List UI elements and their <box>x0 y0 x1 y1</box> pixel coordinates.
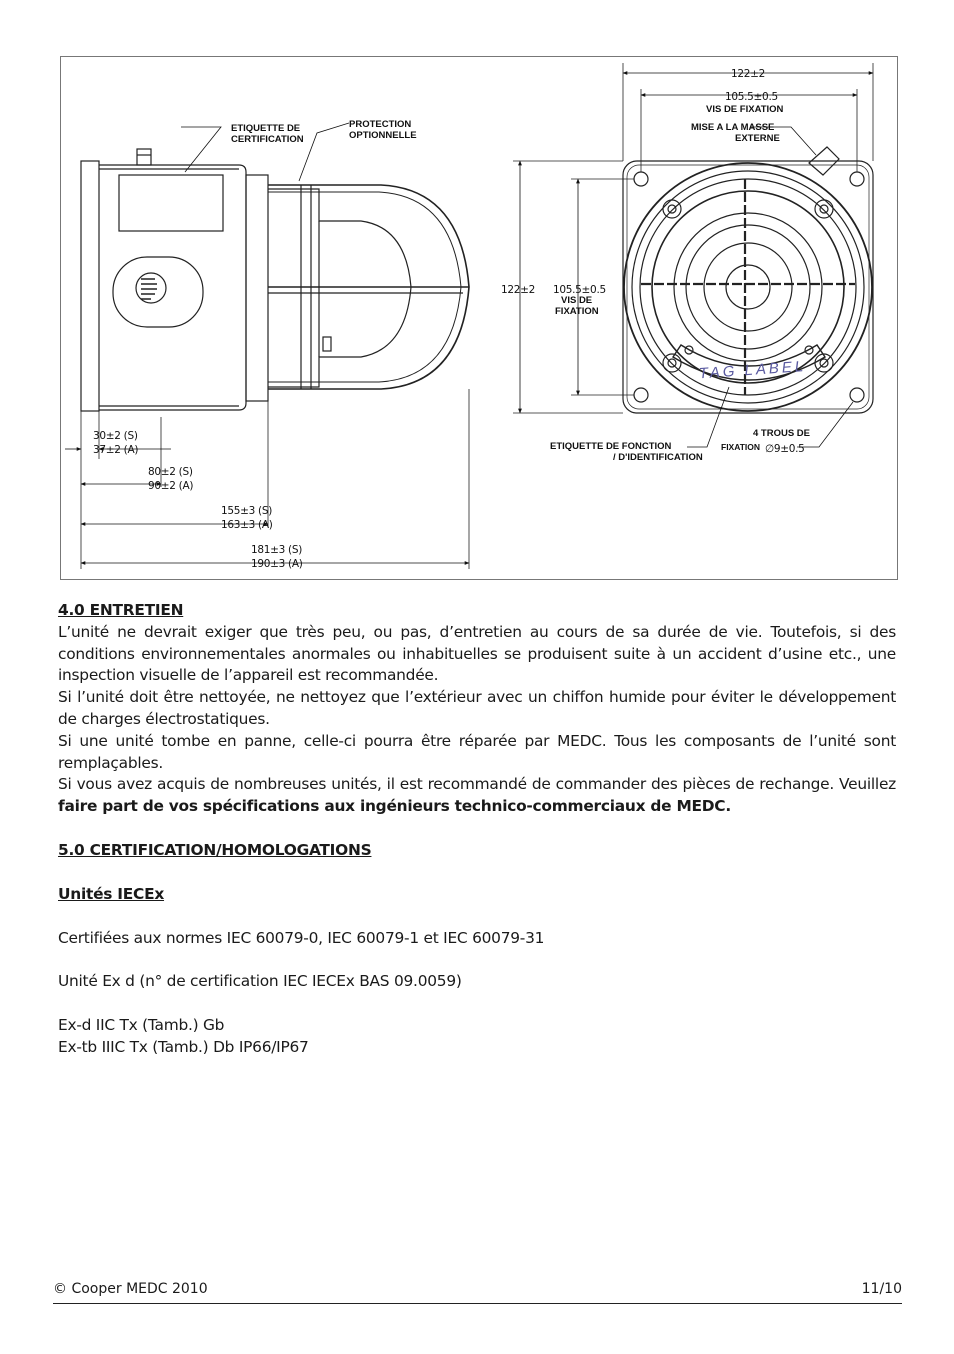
dim-37: 37±2 (A) <box>93 444 139 456</box>
label-vis-fixation-left-2: FIXATION <box>555 306 599 317</box>
label-masse-1: MISE A LA MASSE <box>691 122 775 133</box>
iecex-line-extb: Ex-tb IIIC Tx (Tamb.) Db IP66/IP67 <box>58 1037 309 1056</box>
side-view <box>81 149 469 569</box>
dim-163: 163±3 (A) <box>221 519 273 531</box>
section-4-heading: 4.0 ENTRETIEN <box>58 601 184 619</box>
label-trous-1: 4 TROUS DE <box>753 428 811 439</box>
page-footer <box>53 1279 902 1304</box>
label-protection-1: PROTECTION <box>349 119 412 130</box>
iecex-line-exd: Ex-d IIC Tx (Tamb.) Gb <box>58 1016 225 1034</box>
label-etiquette-certification-2: CERTIFICATION <box>231 134 304 145</box>
section-5-standards <box>58 928 896 950</box>
dim-190: 190±3 (A) <box>251 558 303 570</box>
section-5-markings <box>58 1015 896 1059</box>
technical-drawing <box>60 56 898 580</box>
section-5-cert-number <box>58 971 896 993</box>
label-protection-2: OPTIONNELLE <box>349 130 417 141</box>
front-view <box>513 63 873 413</box>
section-4-p4-text: Si vous avez acquis de nombreuses unités, il est recommandé de commander des pièces de rechange. Veuillez <box>58 775 896 794</box>
label-masse-2: EXTERNE <box>735 133 780 144</box>
label-etiquette-certification-1: ETIQUETTE DE <box>231 123 301 134</box>
dim-155: 155±3 (S) <box>221 505 273 517</box>
footer-copyright: © Cooper MEDC 2010 <box>53 1281 208 1297</box>
dim-width-105: 105.5±0.5 <box>725 91 778 103</box>
dim-height-105: 105.5±0.5 <box>553 284 606 296</box>
label-etiquette-fonction-1: ETIQUETTE DE FONCTION <box>550 441 672 452</box>
section-certification <box>58 840 896 862</box>
dim-181: 181±3 (S) <box>251 544 303 556</box>
tag-label-plate-text: TAG LABEL <box>698 357 807 383</box>
label-vis-fixation-left-1: VIS DE <box>561 295 593 306</box>
section-entretien <box>58 600 896 818</box>
label-trous-2a: FIXATION <box>721 442 761 452</box>
section-4-p4-bold: faire part de vos spécifications aux ingénieurs technico-commerciaux de MEDC. <box>58 797 731 816</box>
section-iecex <box>58 884 896 906</box>
dim-90: 90±2 (A) <box>148 480 194 492</box>
section-4-paragraph-4 <box>58 774 896 818</box>
section-4-paragraph-3: Si une unité tombe en panne, celle-ci pourra être réparée par MEDC. Tous les composants de l’unité sont remplaçables. <box>58 731 896 772</box>
iecex-line-standards: Certifiées aux normes IEC 60079-0, IEC 60079-1 et IEC 60079-31 <box>58 929 545 947</box>
dim-width-122: 122±2 <box>731 68 766 80</box>
dim-30: 30±2 (S) <box>93 430 138 442</box>
label-etiquette-fonction-2: / D'IDENTIFICATION <box>613 452 703 463</box>
iecex-line-cert-number: Unité Ex d (n° de certification IEC IECEx BAS 09.0059) <box>58 972 462 990</box>
section-4-paragraph-1: L’unité ne devrait exiger que très peu, ou pas, d’entretien au cours de sa durée de vie. Toutefois, si des conditions environnementales anormales ou inhabituelles se produisent suite à un accident d’usine etc., une inspection visuelle de l’appareil est recommandée. <box>58 622 896 685</box>
iecex-subheading: Unités IECEx <box>58 885 165 903</box>
section-5-heading: 5.0 CERTIFICATION/HOMOLOGATIONS <box>58 841 372 859</box>
dim-80: 80±2 (S) <box>148 466 193 478</box>
dimension-drawing-svg <box>61 57 899 581</box>
section-4-paragraph-2: Si l’unité doit être nettoyée, ne nettoyez que l’extérieur avec un chiffon humide pour éviter le développement de charges électrostatiques. <box>58 688 896 728</box>
label-vis-fixation-top: VIS DE FIXATION <box>706 104 784 115</box>
dim-height-122: 122±2 <box>501 284 536 296</box>
dim-hole-diameter: ∅9±0.5 <box>765 443 805 455</box>
footer-page-ref: 11/10 <box>861 1281 902 1297</box>
